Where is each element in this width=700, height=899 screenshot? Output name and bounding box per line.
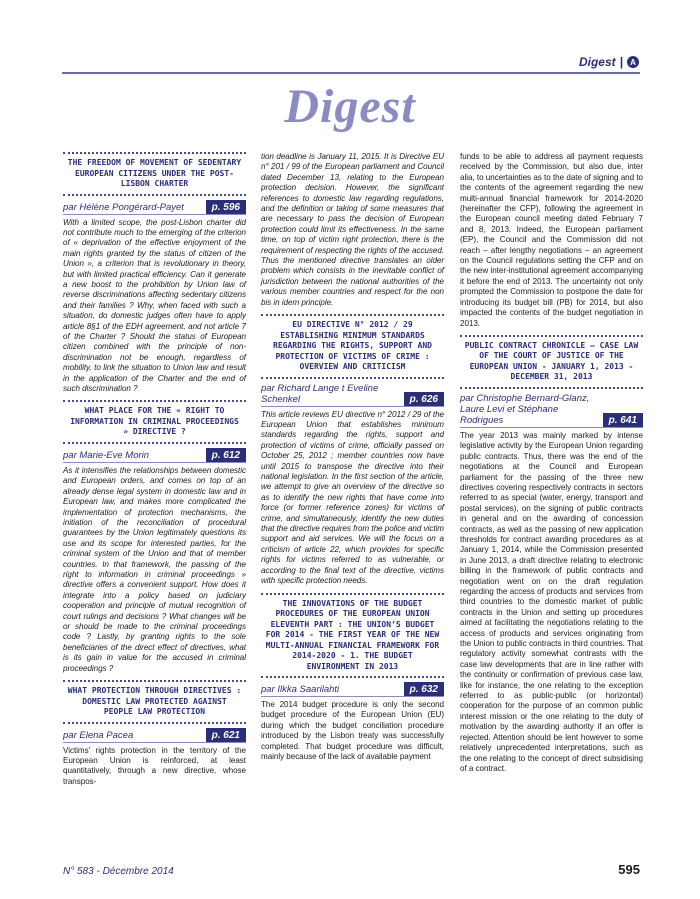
article-title: THE FREEDOM OF MOVEMENT OF SEDENTARY EUROPEAN CITIZENS UNDER THE POST-LISBON CHARTER [63,152,246,196]
page-reference: p. 632 [404,682,444,696]
column-3 [460,152,643,780]
article-title: WHAT PLACE FOR THE « RIGHT TO INFORMATION IN CRIMINAL PROCEEDINGS » DIRECTIVE ? [63,400,246,444]
article-author: par Hélène Pongérard-Payet [63,201,184,213]
article-byline [261,682,444,697]
article-byline [63,200,246,215]
article-abstract: With a limited scope, the post-Lisbon charter did not contribute much to the emerging of the criterion of « deprivation of the effective enjoyment of the main rights granted by the status of citizen of the Union », a criterion that is revolutionary in theory, but with limited practical efficiency. Can it generate a new boost to the prohibition by Union law of reverse discriminations affecting sedentary citizens and their families ? Why, when faced with such a situation, do domestic judges often have to apply article 8§1 of the EDH agreement, and not article 7 of the Charter ? Should the status of European citizen combined with the principle of non-discrimination not be enough, regardless of mobility, to link the situation to Union law and result in the application of the Charter and the end of such discrimination ? [63,217,246,393]
page-reference: p. 641 [603,413,643,427]
column-2 [261,152,444,768]
article-abstract-continued: funds to be able to address all payment requests received by the Commission, but also due, inter alia, to uncertainties as to the date of signing and to the contents of the agreement regarding the new multi-annual financial framework for 2014-2020 (hereinafter the CFP), following the agreement in the European council meeting dated February 7 and 8, 2013. Indeed, the European parliament (EP), the Council and the Commission did not reach – after lengthy negotiations – an agreement on the Council regulations setting the CFP and on the new inter-institutional agreement accompanying it before the end of 2013. The uncertainty not only prompted the Commission to postpone the date for introducing its budget bill (PB) for 2014, but also impacted the contents of the budget negotiation in 2013. [460,152,643,328]
column-1 [63,152,246,793]
article-title: PUBLIC CONTRACT CHRONICLE – CASE LAW OF THE COURT OF JUSTICE OF THE EUROPEAN UNION - JANUARY 1, 2013 - DECEMBER 31, 2013 [460,335,643,389]
article-title: EU DIRECTIVE N° 2012 / 29 ESTABLISHING MINIMUM STANDARDS REGARDING THE RIGHTS, SUPPORT AND PROTECTION OF VICTIMS OF CRIME : OVERVIEW AND CRITICISM [261,314,444,379]
article-abstract: As it intensifies the relationships between domestic and European orders, and comes on top of an already dense legal system in domestic law and in European law, and makes more complicated the implementation of protection mechanisms, the initiation of the reconciliation of procedural guarantees by the Union legitimately questions its use and its scope for interested parties, for the criminal system of the Union and that of member countries. In that framework, the passing of the right to information in criminal proceedings » directive offers a convenient support. How does it integrate into a policy based on judiciary cooperation and principle of mutual recognition of court rulings and decisions ? What changes will be or should be made to the criminal proceedings code ? Lastly, by granting rights to the sole beneficiaries of the direct effect of directives, what is its gain in value for the accused in criminal proceedings ? [63,465,246,673]
article-author: par Richard Lange t Eveline Schenkel [261,382,379,405]
article-title: THE INNOVATIONS OF THE BUDGET PROCEDURES OF THE EUROPEAN UNION ELEVENTH PART : THE UNION’S BUDGET FOR 2014 - THE FIRST YEAR OF THE NEW MULTI-ANNUAL FINANCIAL FRAMEWORK FOR 2014-2020 - 1. THE BUDGET ENVIRONMENT IN 2013 [261,593,444,679]
page-reference: p. 596 [206,200,246,214]
article-abstract: Victims’ rights protection in the territory of the European Union is reinforced, at least quantitatively, through a new directive, whose transpos- [63,745,246,786]
running-header [579,55,639,69]
header-rule [62,72,640,74]
running-header-label: Digest [578,55,616,69]
article-abstract: The 2014 budget procedure is only the second budget procedure of the European Union (EU) during which the budget conciliation procedure introduced by the Lisbon treaty was successfully completed. That budget procedure was difficult, mainly because of the lack of available payment [261,700,444,762]
article-abstract: The year 2013 was mainly marked by intense legislative activity by the European Union regarding public contracts. Thus, there was the end of the negotiations at the Council and European parliament for the passing of the three new directives covering respectively contracts in sectors referred to as special (water, energy, transport and postal services), on the signing of public contracts in general and on the awarding of concession contracts, as well as the passing of new application thresholds for contract awarding procedures as at January 1, 2014, while the Commission presented in June 2013, a draft directive relating to electronic billing in the framework of public contracts and negotiation went on on the draft regulation regarding the access of products and services from third countries to the domestic market of public contracts in the Union and setting up procedures aimed at facilitating the negotiations relating to the access of products and services originating from the Union to public contracts in third countries. That regulatory activity somewhat contrasts with the case law developments that are in line rather with the continuity or confirmation of previous case law, like for instance, the one relating to the exception referred to as public-public (or horizontal) cooperation for the purpose of an common public interest mission or the one relating to the duty of motivation by the awarding authority if an offer is rejected. Attention should be lent however to some relatively unprecedented interpretations, such as the one relating to the concept of direct subsidising of a contract. [460,430,643,773]
article-title: WHAT PROTECTION THROUGH DIRECTIVES : DOMESTIC LAW PROTECTED AGAINST PEOPLE LAW PROTECTION [63,680,246,724]
publisher-logo-icon: A [627,56,639,68]
article-byline [63,448,246,463]
page-reference: p. 612 [206,448,246,462]
article-abstract-continued: tion deadline is January 11, 2015. It is Directive EU n° 201 / 99 of the European parliament and Council dated December 13, relating to the European protection decision. However, the significant references to domestic law regarding regulations, and the definition or taking of some measures that are necessary to pass the decision of European protection could limit its effectiveness. In the same time, on top of victim right protection, there is the requirement of respecting the rights of the accused. Thus the mentioned directive translates an older problem which consists in the inevitable conflict of jurisdiction between the national authorities of the various member countries and respect for the non bis in idem principle. [261,152,444,307]
article-author: par Ilkka Saarilahti [261,684,340,695]
article-abstract: This article reviews EU directive n° 2012 / 29 of the European Union that establishes minimum standards regarding the rights, support and protection of victims of crime, officially passed on October 25, 2012 ; member countries now have until 2015 to transpose the directive into their national legislation. In the first section of the article, we attempt to give an overview of the directive so as to identify the new rights that have come into force (or former reference zones) for victims of crime, and simultaneously, identify the new duties that the directive requires from the police and victim support and aid services. We will the focus on a criticism of article 22, which provides for specific rights for victims referred to as vulnerable, or according to the final text of the directive, victims with specific protection needs. [261,409,444,586]
page-number: 595 [618,862,640,877]
page-title: Digest [284,80,416,133]
article-byline [63,728,246,743]
page-reference: p. 626 [404,392,444,406]
page-reference: p. 621 [206,728,246,742]
article-author: par Christophe Bernard-Glanz, Laure Levi et Stéphane Rodrigues [460,392,590,426]
article-byline [261,383,444,407]
article-author: par Marie-Eve Morin [63,449,150,461]
issue-label: N° 583 - Décembre 2014 [63,866,174,877]
article-byline [460,393,643,428]
header-separator: | [619,55,623,69]
article-author: par Elena Pacea [63,729,134,741]
